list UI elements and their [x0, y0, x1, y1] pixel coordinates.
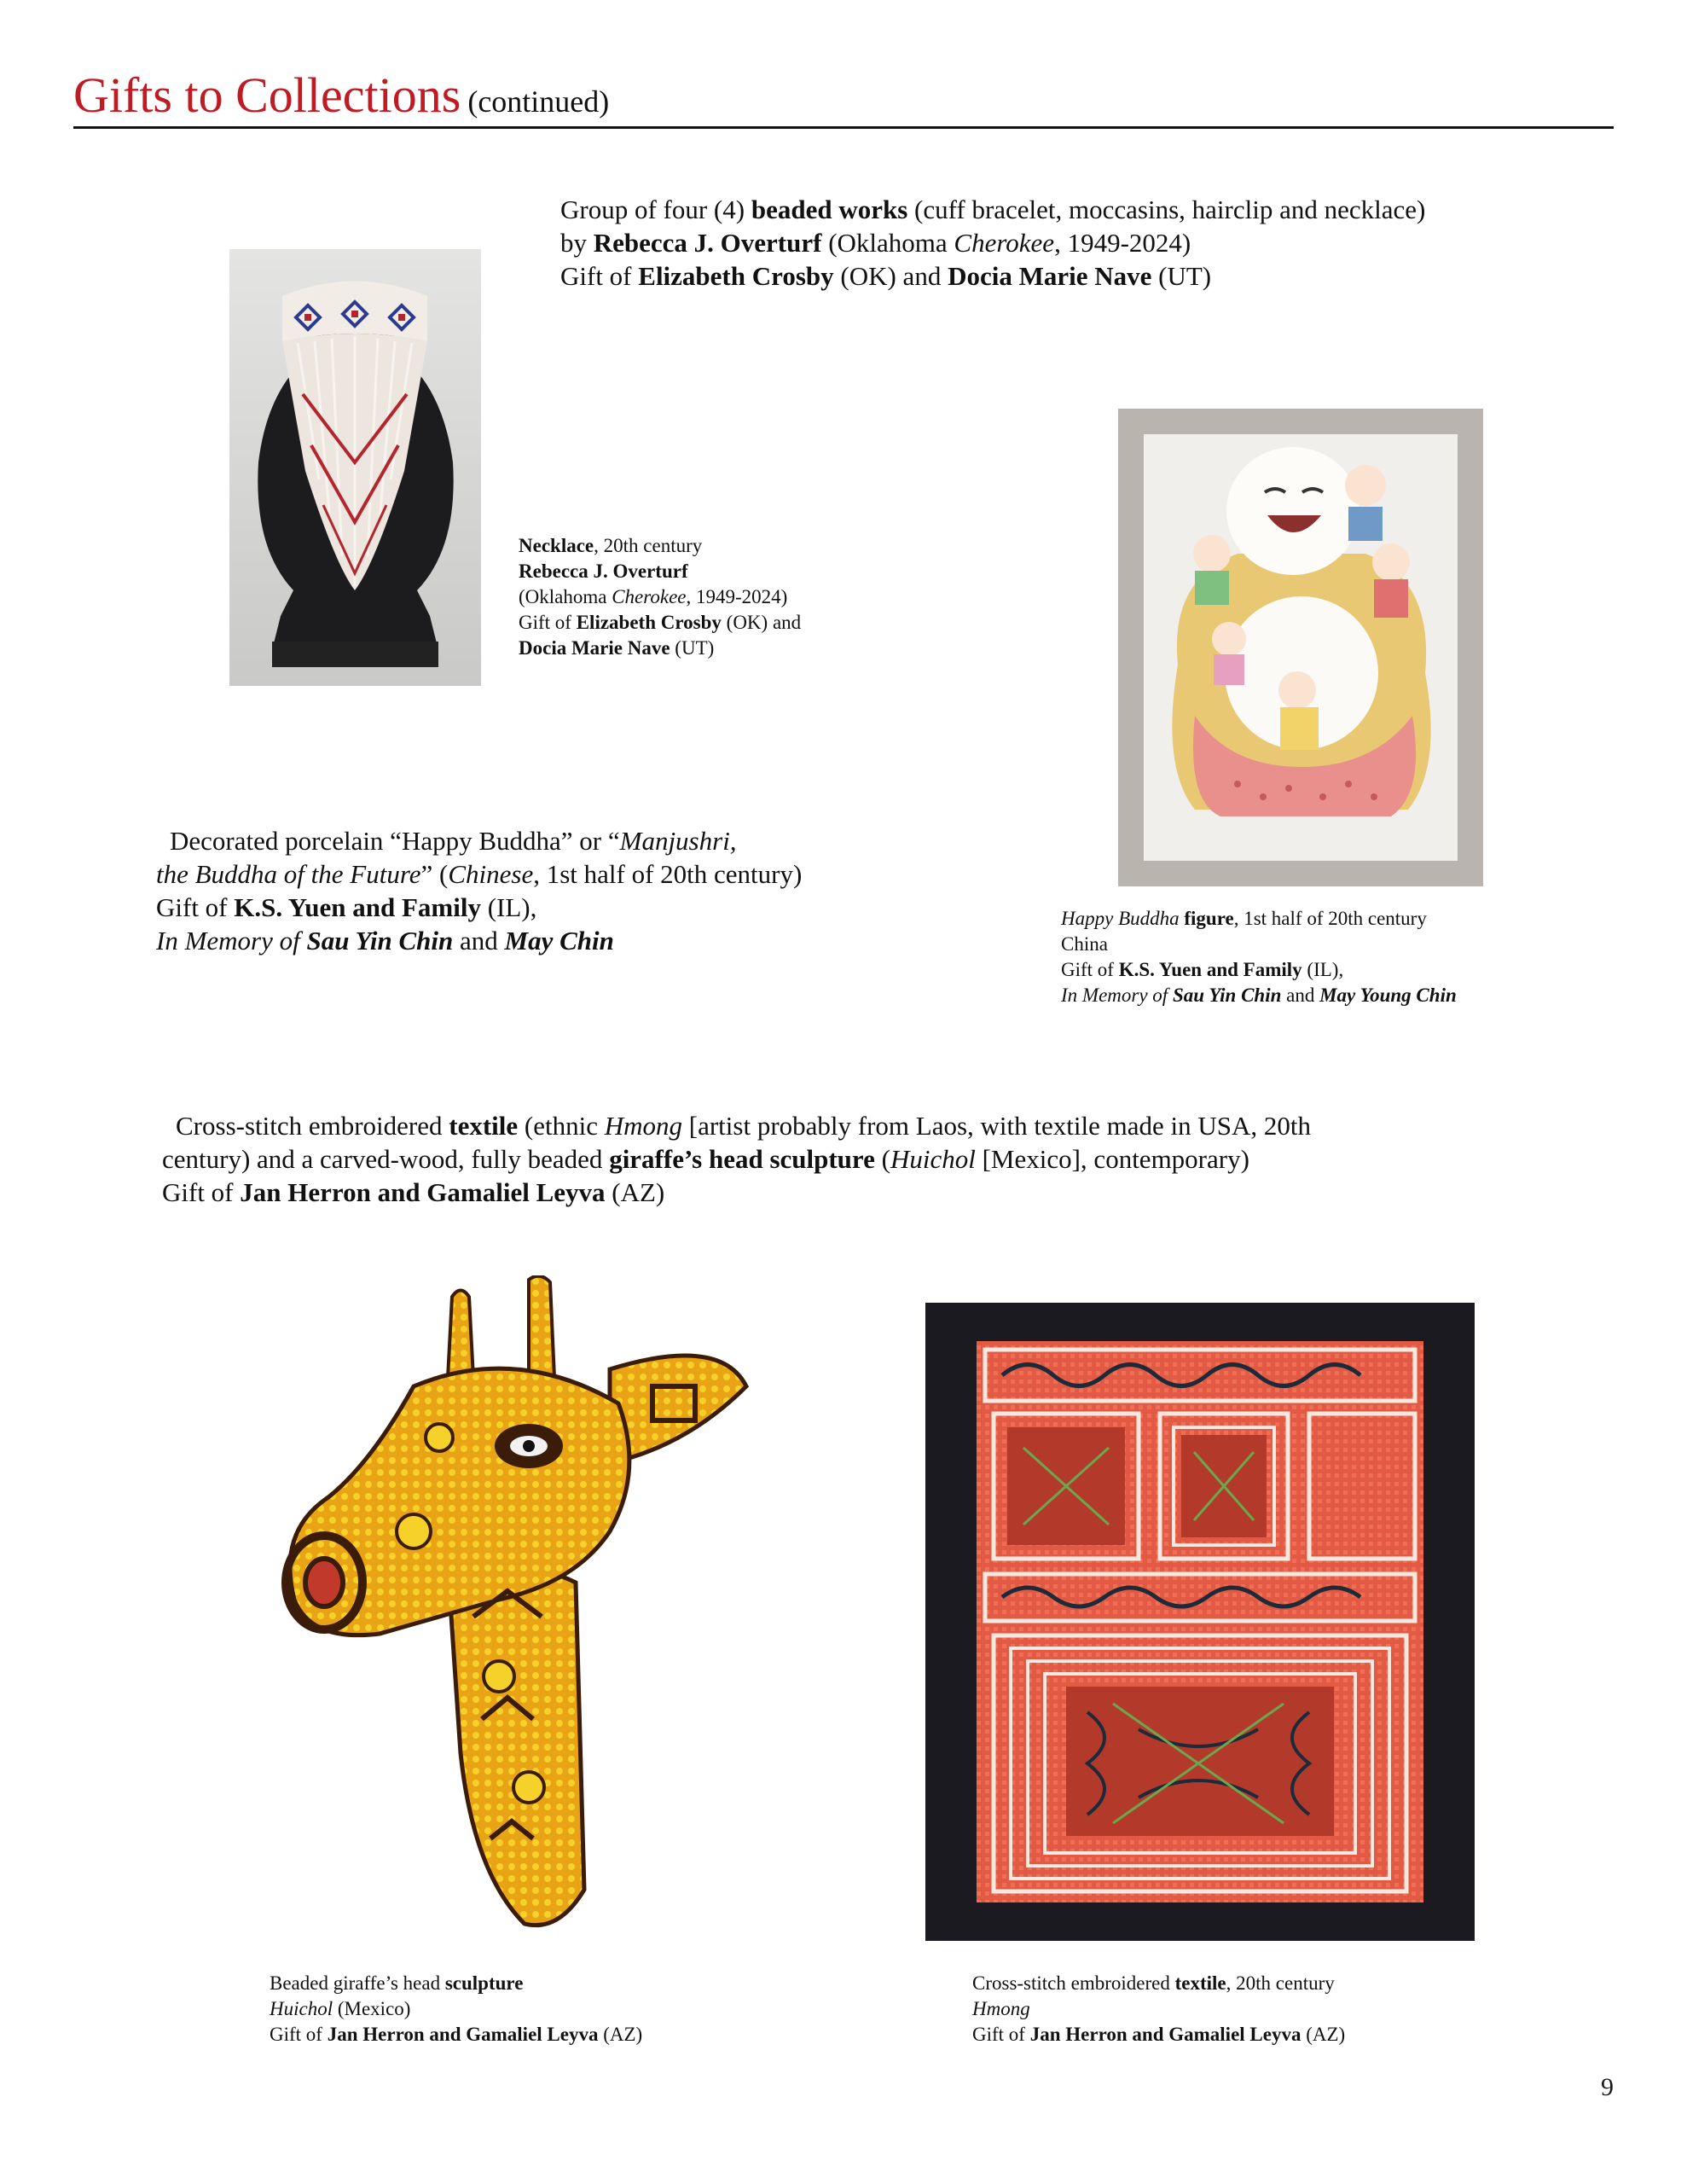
page-number: 9 [1601, 2073, 1614, 2101]
giraffe-photo [243, 1275, 755, 1932]
necklace-photo [229, 249, 481, 686]
page-header [73, 67, 1614, 129]
section-continued: (continued) [467, 84, 610, 119]
buddha-caption: Happy Buddha figure, 1st half of 20th century China Gift of K.S. Yuen and Family (IL), In Memory of Sau Yin Chin and May Young Chin [1061, 908, 1457, 1006]
buddha-intro: Decorated porcelain “Happy Buddha” or “Manjushri, the Buddha of the Future” (Chinese, 1st half of 20th century) Gift of K.S. Yuen and Family (IL), In Memory of Sau Yin Chin and May Chin [156, 826, 803, 956]
beaded-intro: Group of four (4) beaded works (cuff bracelet, moccasins, hairclip and necklace) by Rebecca J. Overturf (Oklahoma Cherokee, 1949-2024) Gift of Elizabeth Crosby (OK) and Docia Marie Nave (UT) [560, 195, 1426, 291]
section-title: Gifts to Collections [73, 67, 461, 123]
textile-caption: Cross-stitch embroidered textile, 20th century Hmong Gift of Jan Herron and Gamaliel Leyva (AZ) [972, 1972, 1346, 2045]
giraffe-caption: Beaded giraffe’s head sculpture Huichol (Mexico) Gift of Jan Herron and Gamaliel Leyva (AZ) [270, 1972, 643, 2045]
textile-giraffe-intro: Cross-stitch embroidered textile (ethnic Hmong [artist probably from Laos, with textile made in USA, 20th century) and a carved-wood, fully beaded giraffe’s head sculpture (Huichol [Mexico], contemporary) Gift of Jan Herron and Gamaliel Leyva (AZ) [162, 1111, 1311, 1207]
buddha-photo [1118, 409, 1483, 886]
necklace-caption: Necklace, 20th century Rebecca J. Overturf (Oklahoma Cherokee, 1949-2024) Gift of Elizabeth Crosby (OK) and Docia Marie Nave (UT) [519, 535, 802, 659]
textile-photo [925, 1303, 1475, 1941]
